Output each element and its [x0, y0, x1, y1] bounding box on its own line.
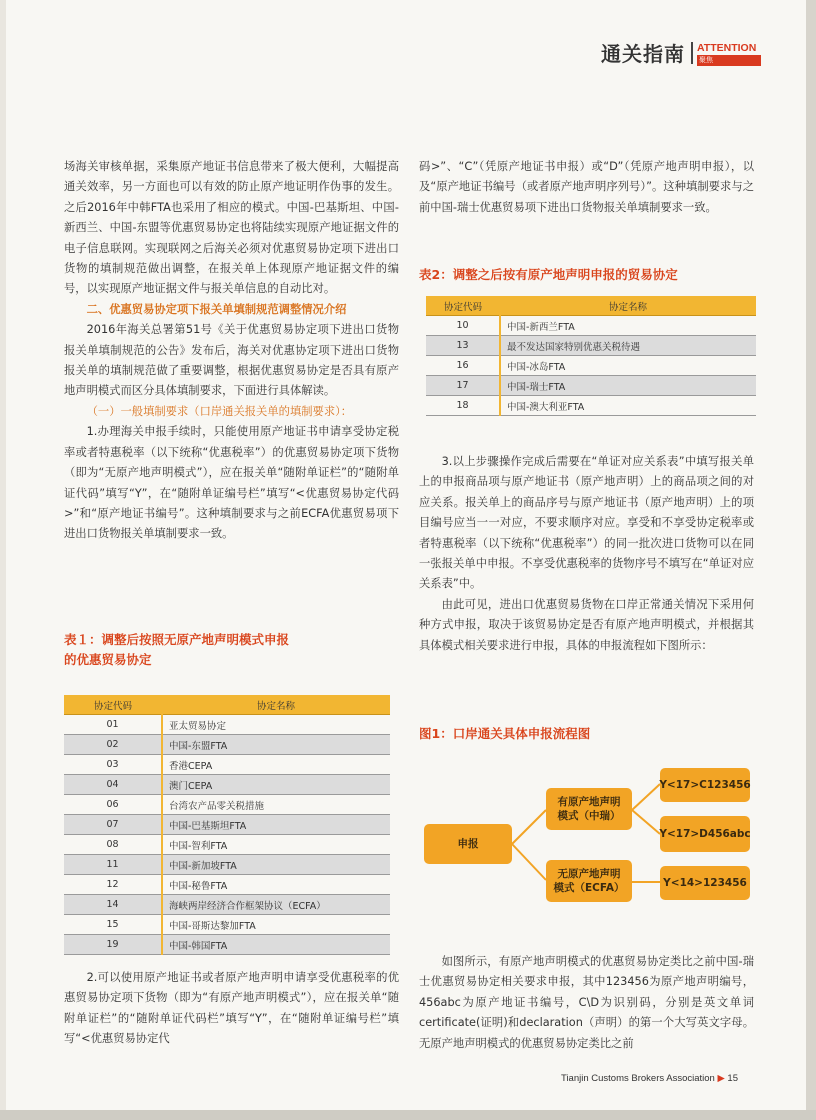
- page-footer: [561, 1073, 738, 1084]
- page-number: 15: [727, 1073, 738, 1084]
- table-row: [64, 835, 390, 855]
- page-edge-shadow: [806, 0, 816, 1120]
- flow-leaf-ecfa: Y<14>123456: [660, 866, 750, 900]
- flowchart: [414, 752, 754, 922]
- agreement-name: 中国-秘鲁FTA: [162, 875, 390, 895]
- agreement-name: 中国-哥斯达黎加FTA: [162, 915, 390, 935]
- agreement-name: 中国-智利FTA: [162, 835, 390, 855]
- agreement-name: 中国-韩国FTA: [162, 935, 390, 955]
- agreement-name: 中国-澳大利亚FTA: [500, 396, 756, 416]
- agreement-code: 08: [64, 835, 162, 855]
- flow-node-declare: 申报: [424, 824, 512, 864]
- agreement-code: 07: [64, 815, 162, 835]
- agreement-code: 01: [64, 715, 162, 735]
- table-row: [64, 815, 390, 835]
- agreement-code: 12: [64, 875, 162, 895]
- agreement-name: 亚太贸易协定: [162, 715, 390, 735]
- footer-publication: Tianjin Customs Brokers Association: [561, 1073, 715, 1084]
- table-row: [426, 376, 756, 396]
- flow-leaf-c: Y<17>C123456: [660, 768, 750, 802]
- agreement-name: 中国-新加坡FTA: [162, 855, 390, 875]
- table-row: [64, 715, 390, 735]
- left-column: [64, 157, 399, 545]
- table-row: [64, 755, 390, 775]
- left-column-bottom: [64, 968, 399, 1050]
- paragraph: 2016年海关总署第51号《关于优惠贸易协定项下进出口货物报关单填制规范的公告》发布后，海关对优惠协定项下进出口货物报关单的填制规范做了重要调整，根据优惠贸易协定是否具有原产地声明模式而区分具体填制要求，下面进行具体解读。: [64, 323, 399, 398]
- paragraph: 3.以上步骤操作完成后需要在“单证对应关系表”中填写报关单上的申报商品项与原产地证书（原产地声明）上的商品项之间的对应关系。报关单上的商品序号与原产地证书（原产地声明）上的项目编号应当一一对应，不要求顺序对应。享受和不享受协定税率或者特惠税率（以下统称“优惠税率”）的同一批次进口货物可以在同一张报关单中申报。不享受优惠税率的货物序号不填写在“单证对应关系表”中。: [419, 455, 754, 591]
- table-row: [64, 875, 390, 895]
- agreement-code: 13: [426, 336, 500, 356]
- magazine-page: [6, 0, 806, 1110]
- agreement-code: 15: [64, 915, 162, 935]
- flow-node-with-declaration: [546, 788, 632, 830]
- agreement-name: 中国-巴基斯坦FTA: [162, 815, 390, 835]
- table-header: 协定代码: [64, 695, 162, 715]
- right-column-mid: [419, 452, 754, 656]
- agreement-name: 中国-东盟FTA: [162, 735, 390, 755]
- agreement-code: 17: [426, 376, 500, 396]
- flow-node-label: 模式（中瑞）: [557, 810, 621, 822]
- agreement-code: 02: [64, 735, 162, 755]
- paragraph: 由此可见，进出口优惠贸易货物在口岸正常通关情况下采用何种方式申报，取决于该贸易协定是否有原产地声明模式，并根据其具体模式相关要求进行申报，具体的申报流程如下图所示：: [419, 597, 754, 652]
- table-row: [426, 316, 756, 336]
- flow-leaf-d: Y<17>D456abc: [660, 816, 750, 852]
- table-row: [426, 336, 756, 356]
- triangle-icon: ▶: [717, 1073, 725, 1084]
- agreement-name: 最不发达国家特别优惠关税待遇: [500, 336, 756, 356]
- table1-title: [64, 630, 289, 670]
- paragraph: 场海关审核单据，采集原产地证书信息带来了极大便利，大幅提高通关效率，另一方面也可以有效的防止原产地证明作伪事的发生。之后2016年中韩FTA也采用了相应的模式。中国-巴基斯坦、中国-新西兰、中国-东盟等优惠贸易协定也将陆续实现原产地证据文件的电子信息联网。实现联网之后海关必须对优惠贸易协定项下进出口货物的填制规范做出调整，在报关单上体现原产地证据文件的编号，以实现原产地证据文件与报关单信息的自动比对。: [64, 160, 399, 296]
- table-row: [64, 915, 390, 935]
- figure1-title: 图1：口岸通关具体申报流程图: [419, 726, 591, 741]
- agreement-code: 14: [64, 895, 162, 915]
- flow-node-label: 有原产地声明: [557, 796, 621, 808]
- flow-node-label: 模式（ECFA）: [553, 882, 625, 894]
- paragraph: 2.可以使用原产地证书或者原产地声明申请享受优惠税率的优惠贸易协定项下货物（即为“有原产地声明模式”），应在报关单“随附单证栏”的“随附单证代码栏”填写“Y”，在“随附单证编号栏”填写“<优惠贸易协定代: [64, 971, 399, 1046]
- right-column-top: [419, 157, 754, 218]
- table-row: [64, 935, 390, 955]
- page-edge-shadow: [0, 1110, 816, 1120]
- table2: [426, 296, 756, 416]
- agreement-name: 台湾农产品零关税措施: [162, 795, 390, 815]
- attention-label: ATTENTION: [697, 42, 757, 54]
- table-row: [64, 795, 390, 815]
- table-row: [426, 356, 756, 376]
- table1-title-line: 表１：调整后按照无原产地声明模式申报: [64, 632, 290, 647]
- table-header: 协定名称: [500, 296, 756, 316]
- agreement-code: 18: [426, 396, 500, 416]
- right-column-bottom: [419, 952, 754, 1054]
- agreement-code: 03: [64, 755, 162, 775]
- table1-title-line: 的优惠贸易协定: [64, 652, 152, 667]
- table-header: 协定名称: [162, 695, 390, 715]
- agreement-code: 04: [64, 775, 162, 795]
- agreement-code: 06: [64, 795, 162, 815]
- agreement-name: 香港CEPA: [162, 755, 390, 775]
- agreement-code: 16: [426, 356, 500, 376]
- header-divider: [691, 42, 693, 64]
- table-row: [64, 895, 390, 915]
- agreement-name: 中国-冰岛FTA: [500, 356, 756, 376]
- flow-node-label: 无原产地声明: [557, 868, 621, 880]
- table-header: 协定代码: [426, 296, 500, 316]
- table-row: [426, 396, 756, 416]
- attention-cn-label: 聚焦: [697, 55, 761, 66]
- agreement-code: 19: [64, 935, 162, 955]
- section-title: 通关指南: [601, 42, 685, 66]
- subsection-heading: （一）一般填制要求（口岸通关报关单的填制要求）：: [86, 404, 353, 418]
- paragraph: 如图所示，有原产地声明模式的优惠贸易协定类比之前中国-瑞士优惠贸易协定相关要求申报，其中123456为原产地声明编号，456abc为原产地证书编号，C\D为识别码，分别是英文单词certificate(证明)和declaration（声明）的第一个大写英文字母。无原产地声明模式的优惠贸易协定类比之前: [419, 955, 754, 1050]
- section-heading: 二、优惠贸易协定项下报关单填制规范调整情况介绍: [86, 302, 347, 316]
- section-header: [601, 40, 766, 66]
- agreement-name: 海峡两岸经济合作框架协议（ECFA）: [162, 895, 390, 915]
- table1: [64, 695, 390, 955]
- agreement-code: 11: [64, 855, 162, 875]
- agreement-code: 10: [426, 316, 500, 336]
- agreement-name: 澳门CEPA: [162, 775, 390, 795]
- agreement-name: 中国-瑞士FTA: [500, 376, 756, 396]
- table2-title: 表2：调整之后按有原产地声明申报的贸易协定: [419, 267, 678, 282]
- table-row: [64, 735, 390, 755]
- agreement-name: 中国-新西兰FTA: [500, 316, 756, 336]
- paragraph: 码>”、“C”（凭原产地证书申报）或“D”（凭原产地声明申报），以及“原产地证书编号（或者原产地声明序列号）”。这种填制要求与之前中国-瑞士优惠贸易项下进出口货物报关单填制要求一致。: [419, 160, 754, 214]
- table-row: [64, 855, 390, 875]
- flow-node-without-declaration: [546, 860, 632, 902]
- table-row: [64, 775, 390, 795]
- paragraph: 1.办理海关申报手续时，只能使用原产地证书申请享受协定税率或者特惠税率（以下统称“优惠税率”）的优惠贸易协定项下货物（即为“无原产地声明模式”），应在报关单“随附单证栏”的“随附单证代码”填写“Y”，在“随附单证编号栏”填写“<优惠贸易协定代码>”和“原产地证书编号”。这种填制要求与之前ECFA优惠贸易项下进出口货物报关单填制要求一致。: [64, 425, 399, 541]
